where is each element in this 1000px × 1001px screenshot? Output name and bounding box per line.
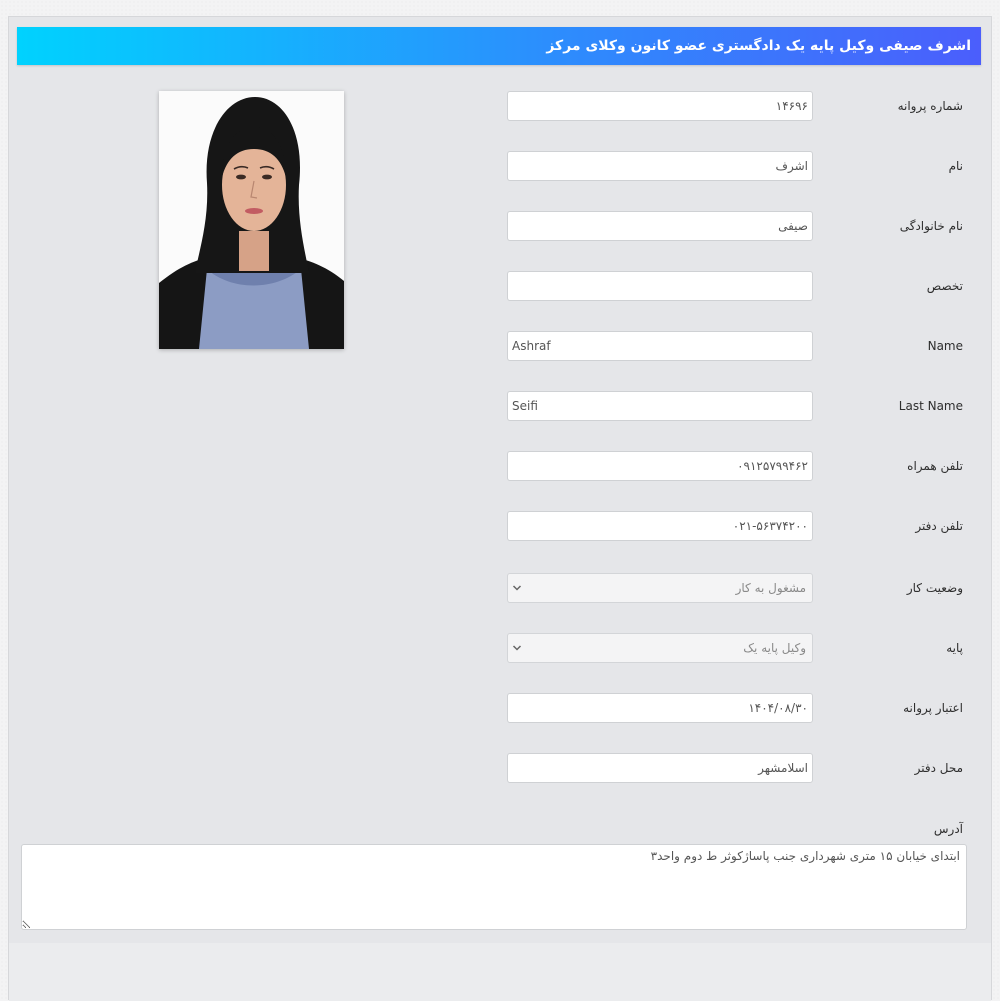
row-mobile — [9, 451, 991, 481]
row-last-name — [9, 211, 991, 241]
grade-value: وکیل پایه یک — [743, 641, 806, 655]
row-name-en — [9, 331, 991, 361]
last-name-en-field[interactable] — [507, 391, 813, 421]
license-validity-label: اعتبار پروانه — [903, 701, 963, 715]
address-textarea[interactable] — [21, 844, 967, 930]
row-license-validity — [9, 693, 991, 723]
office-location-field[interactable] — [507, 753, 813, 783]
license-number-field[interactable] — [507, 91, 813, 121]
office-phone-label: تلفن دفتر — [915, 519, 963, 533]
header-title: اشرف صیفی وکیل پایه یک دادگستری عضو کانون وکلای مرکز — [546, 38, 971, 54]
mobile-field[interactable] — [507, 451, 813, 481]
row-office-phone — [9, 511, 991, 541]
address-label: آدرس — [933, 822, 963, 836]
row-work-status — [9, 573, 991, 603]
row-first-name — [9, 151, 991, 181]
office-phone-field[interactable] — [507, 511, 813, 541]
row-office-location — [9, 753, 991, 783]
chevron-down-icon — [512, 584, 522, 592]
work-status-select[interactable] — [507, 573, 813, 603]
row-license-number — [9, 91, 991, 121]
last-name-en-label: Last Name — [898, 399, 963, 413]
grade-select[interactable] — [507, 633, 813, 663]
row-grade — [9, 633, 991, 663]
grade-label: پایه — [946, 641, 963, 655]
license-validity-field[interactable] — [507, 693, 813, 723]
chevron-down-icon — [512, 644, 522, 652]
profile-header — [17, 27, 981, 65]
license-number-label: شماره پروانه — [897, 99, 963, 113]
specialty-label: تخصص — [926, 279, 963, 293]
first-name-label: نام — [948, 159, 963, 173]
last-name-field[interactable] — [507, 211, 813, 241]
row-last-name-en — [9, 391, 991, 421]
work-status-value: مشغول به کار — [735, 581, 806, 595]
last-name-label: نام خانوادگی — [899, 219, 963, 233]
specialty-field[interactable] — [507, 271, 813, 301]
profile-panel — [8, 16, 992, 1000]
mobile-label: تلفن همراه — [907, 459, 963, 473]
name-en-label: Name — [927, 339, 963, 353]
first-name-field[interactable] — [507, 151, 813, 181]
panel-footer-area — [9, 943, 991, 1001]
name-en-field[interactable] — [507, 331, 813, 361]
work-status-label: وضعیت کار — [906, 581, 963, 595]
row-specialty — [9, 271, 991, 301]
office-location-label: محل دفتر — [914, 761, 963, 775]
